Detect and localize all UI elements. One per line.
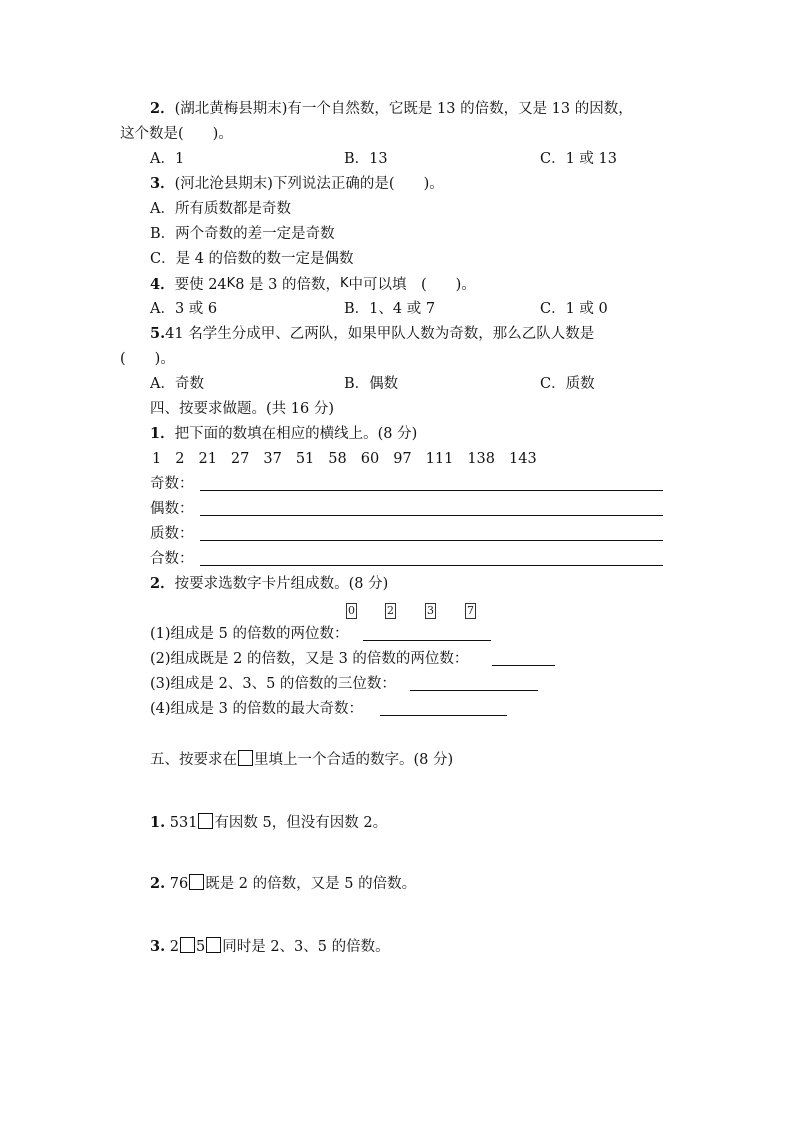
odd-label: 奇数：: [150, 476, 194, 492]
section-5-heading: [150, 750, 453, 770]
section-4-heading: 四、按要求做题。(共 16 分): [150, 401, 334, 417]
number-item: 21: [198, 451, 217, 467]
option-a: A．所有质数都是奇数: [150, 201, 291, 217]
question-text: 41 名学生分成甲、乙两队，如果甲队人数为奇数，那么乙队人数是: [165, 326, 595, 342]
question-text: (湖北黄梅县期末)有一个自然数，它既是 13 的倍数，又是 13 的因数，: [174, 101, 633, 117]
section-5-question-3: [150, 937, 390, 957]
number-item: 97: [393, 451, 412, 467]
option-b: B．13: [344, 151, 388, 167]
section-4-question-1: [150, 424, 417, 444]
question-2: [150, 99, 633, 119]
number-item: 143: [509, 451, 537, 467]
question-3: [150, 174, 444, 194]
number-item: 111: [425, 451, 454, 467]
section-5-question-1: [150, 813, 387, 833]
number-prefix: 531: [165, 815, 198, 831]
sub-question-1: (1)组成是 5 的倍数的两位数：: [150, 626, 349, 642]
prime-label: 质数：: [150, 526, 194, 542]
number-card-2: 2: [387, 604, 394, 617]
number-item: 60: [360, 451, 380, 467]
option-a: A．1: [150, 151, 185, 167]
number-card-3: 3: [427, 604, 434, 617]
number-list: [152, 449, 551, 469]
placeholder-glyph: K: [226, 276, 236, 291]
question-text: 既是 2 的倍数，又是 5 的倍数。: [205, 876, 417, 892]
question-text-a: 要使 24: [174, 277, 227, 293]
number-prefix: 2: [165, 939, 179, 955]
digit-blank-box[interactable]: [189, 874, 204, 890]
option-a: A．3 或 6: [150, 301, 218, 317]
composite-label: 合数：: [150, 551, 194, 567]
question-5: [150, 324, 594, 344]
option-a: A．奇数: [150, 376, 204, 392]
even-answer-line[interactable]: [200, 515, 663, 516]
digit-blank-box[interactable]: [206, 937, 221, 953]
number-item: 58: [328, 451, 347, 467]
question-number: 5.: [150, 325, 166, 342]
number-item: 2: [175, 451, 185, 467]
question-number: 1.: [150, 814, 166, 831]
number-prefix: 76: [165, 876, 189, 892]
number-item: 1: [152, 451, 162, 467]
number-item: 27: [230, 451, 250, 467]
question-text: 同时是 2、3、5 的倍数。: [222, 939, 390, 955]
question-number: 2．: [150, 100, 175, 117]
digit-blank-box[interactable]: [180, 937, 195, 953]
question-text: 有因数 5，但没有因数 2。: [214, 815, 388, 831]
number-card-7: 7: [467, 604, 474, 617]
placeholder-glyph: K: [339, 276, 349, 291]
question-4: [150, 274, 476, 295]
sub-question-3: (3)组成是 2、3、5 的倍数的三位数：: [150, 676, 396, 692]
answer-line-2[interactable]: [492, 665, 555, 666]
section-5-question-2: [150, 874, 416, 894]
section-4-question-2: [150, 574, 388, 594]
question-text-c: 中可以填 ( )。: [348, 277, 476, 293]
option-c: C．1 或 13: [540, 151, 617, 167]
question-number: 3.: [150, 938, 166, 955]
option-c: C．是 4 的倍数的数一定是偶数: [150, 251, 354, 267]
question-5-continued: ( )。: [120, 351, 175, 367]
question-2-continued: 这个数是( )。: [120, 126, 233, 142]
question-text: 把下面的数填在相应的横线上。(8 分): [174, 426, 418, 442]
sub-question-4: (4)组成是 3 的倍数的最大奇数：: [150, 701, 363, 717]
number-card-0: 0: [348, 604, 355, 617]
option-b: B．两个奇数的差一定是奇数: [150, 226, 335, 242]
question-number: 3．: [150, 175, 175, 192]
question-text: (河北沧县期末)下列说法正确的是( )。: [174, 176, 444, 192]
odd-answer-line[interactable]: [200, 490, 663, 491]
option-b: B．1、4 或 7: [344, 301, 436, 317]
answer-line-3[interactable]: [410, 690, 538, 691]
answer-line-1[interactable]: [363, 640, 491, 641]
number-item: 138: [467, 451, 496, 467]
prime-answer-line[interactable]: [200, 540, 663, 541]
sub-question-2: (2)组成既是 2 的倍数，又是 3 的倍数的两位数：: [150, 651, 469, 667]
answer-line-4[interactable]: [380, 715, 507, 716]
question-text: 按要求选数字卡片组成数。(8 分): [174, 576, 389, 592]
number-item: 51: [295, 451, 315, 467]
digit-blank-box[interactable]: [198, 813, 213, 829]
option-c: C．1 或 0: [540, 301, 608, 317]
heading-text-a: 五、按要求在: [150, 752, 237, 768]
number-middle: 5: [195, 939, 206, 955]
blank-box-icon: [238, 750, 253, 766]
option-c: C．质数: [540, 376, 595, 392]
heading-text-b: 里填上一个合适的数字。(8 分): [254, 752, 454, 768]
question-number: 4．: [150, 276, 175, 293]
composite-answer-line[interactable]: [200, 565, 663, 566]
question-text-b: 8 是 3 的倍数，: [235, 277, 340, 293]
even-label: 偶数：: [150, 501, 194, 517]
question-number: 2．: [150, 575, 175, 592]
option-b: B．偶数: [344, 376, 399, 392]
question-number: 2.: [150, 875, 166, 892]
question-number: 1．: [150, 425, 175, 442]
number-item: 37: [263, 451, 282, 467]
